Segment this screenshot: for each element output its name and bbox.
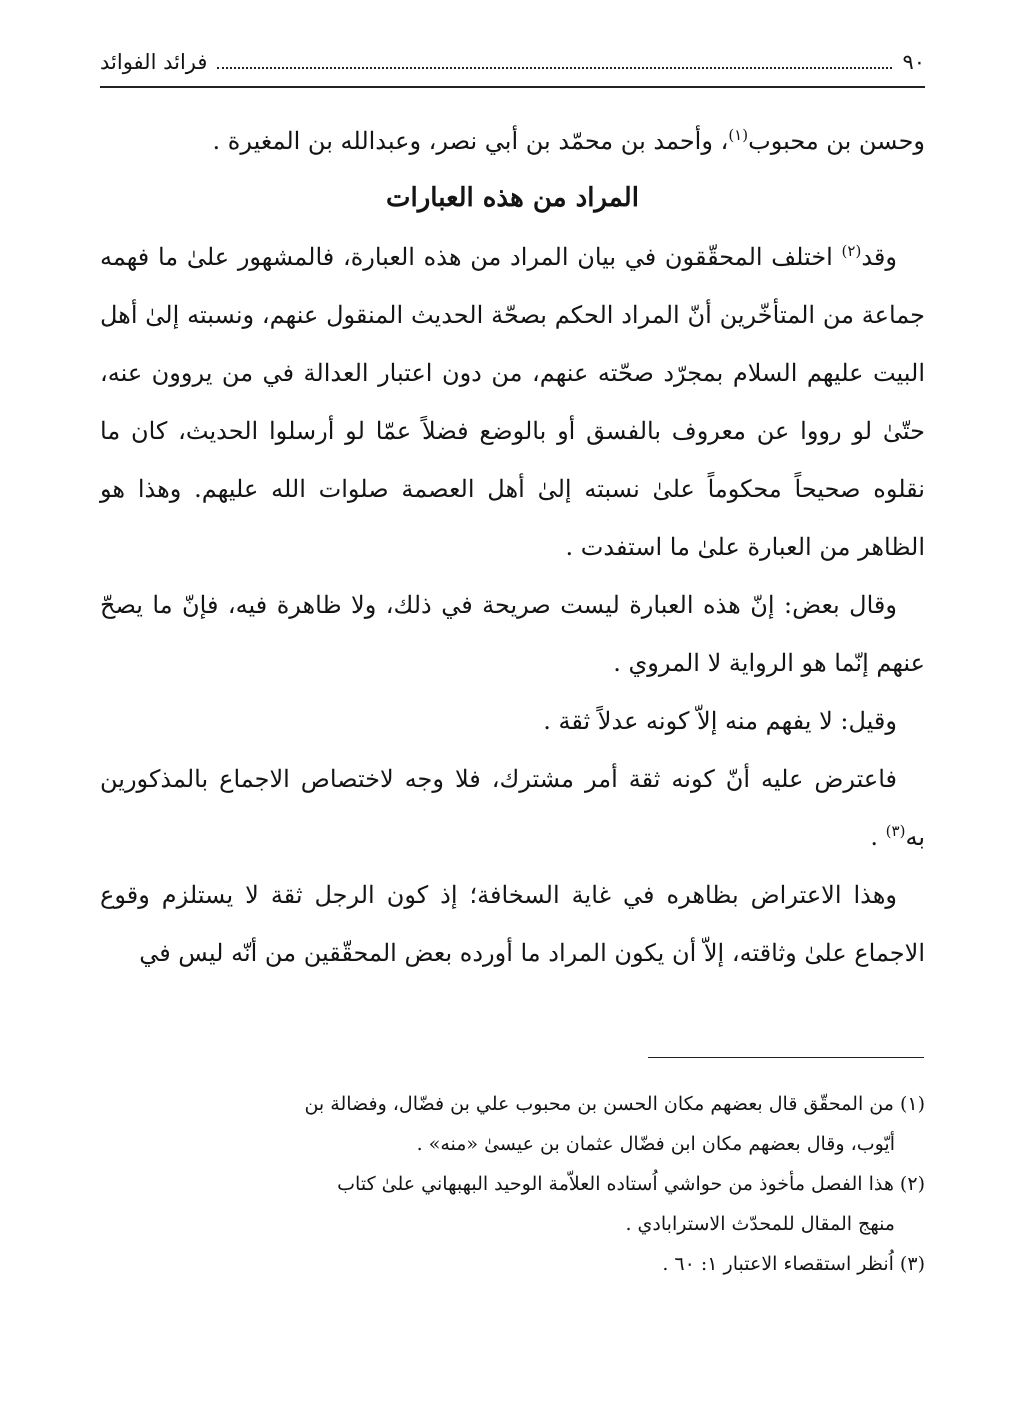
- page-header: [100, 44, 925, 80]
- section-title: المراد من هذه العبارات: [386, 183, 639, 213]
- paragraph-4: [100, 750, 925, 866]
- footnote-3: (٣) اُنظر استقصاء الاعتبار ١: ٦٠ .: [662, 1253, 925, 1275]
- paragraph-3: وقيل: لا يفهم منه إلاّ كونه عدلاً ثقة .: [543, 707, 897, 735]
- footnote-1-continued: أيّوب، وقال بعضهم مكان ابن فضّال عثمان بن عيسىٰ «منه» .: [416, 1133, 895, 1155]
- dotted-leader: [217, 67, 892, 69]
- opening-line-end: ، وأحمد بن محمّد بن أبي نصر، وعبدالله بن المغيرة .: [212, 127, 729, 155]
- paragraph-1-text: اختلف المحقّقون في بيان المراد من هذه العبارة، فالمشهور علىٰ ما فهمه جماعة من المتأخّرين أنّ المراد الحكم بصحّة الحديث المنقول عنهم، ونسبته إلىٰ أهل البيت عليهم السلام بمجرّد صحّته عنهم، من دون اعتبار العدالة في من يروون عنه، حتّىٰ لو رووا عن معروف بالفسق أو بالوضع فضلاً عمّا لو أرسلوا الحديث، كان ما نقلوه صحيحاً محكوماً علىٰ نسبته إلىٰ أهل العصمة صلوات الله عليهم. وهذا هو الظاهر من العبارة علىٰ ما استفدت .: [100, 243, 925, 561]
- paragraph-5: وهذا الاعتراض بظاهره في غاية السخافة؛ إذ كون الرجل ثقة لا يستلزم وقوع الاجماع علىٰ وثاقته، إلاّ أن يكون المراد ما أورده بعض المحقّقين من أنّه ليس في: [100, 881, 925, 967]
- footnote-ref-3: (٣): [885, 822, 906, 840]
- paragraph-4-end: .: [870, 823, 879, 851]
- footnote-ref-2: (٢): [841, 242, 862, 260]
- footnotes: [100, 1084, 925, 1284]
- header-rule: [100, 86, 925, 88]
- footnote-1: (١) من المحقّق قال بعضهم مكان الحسن بن محبوب علي بن فضّال، وفضالة بن: [304, 1093, 925, 1115]
- running-title: فرائد الفوائد: [100, 50, 208, 74]
- footnote-ref-1: (١): [728, 126, 749, 144]
- footnote-separator: [648, 1057, 924, 1058]
- opening-line: [100, 112, 925, 170]
- page-number: ٩٠: [902, 50, 925, 74]
- opening-line-start: وحسن بن محبوب: [748, 127, 925, 155]
- main-text: [100, 112, 925, 982]
- footnote-2: (٢) هذا الفصل مأخوذ من حواشي اُستاده العلاّمة الوحيد البهبهاني علىٰ كتاب: [337, 1173, 925, 1195]
- paragraph-1: [100, 228, 925, 576]
- paragraph-1-start: وقد: [861, 243, 897, 271]
- paragraph-2: وقال بعض: إنّ هذه العبارة ليست صريحة في ذلك، ولا ظاهرة فيه، فإنّ ما يصحّ عنهم إنّما هو الرواية لا المروي .: [100, 591, 925, 677]
- paragraph-4-text: فاعترض عليه أنّ كونه ثقة أمر مشترك، فلا وجه لاختصاص الاجماع بالمذكورين به: [100, 765, 925, 851]
- footnote-2-continued: منهج المقال للمحدّث الاسترابادي .: [625, 1213, 895, 1235]
